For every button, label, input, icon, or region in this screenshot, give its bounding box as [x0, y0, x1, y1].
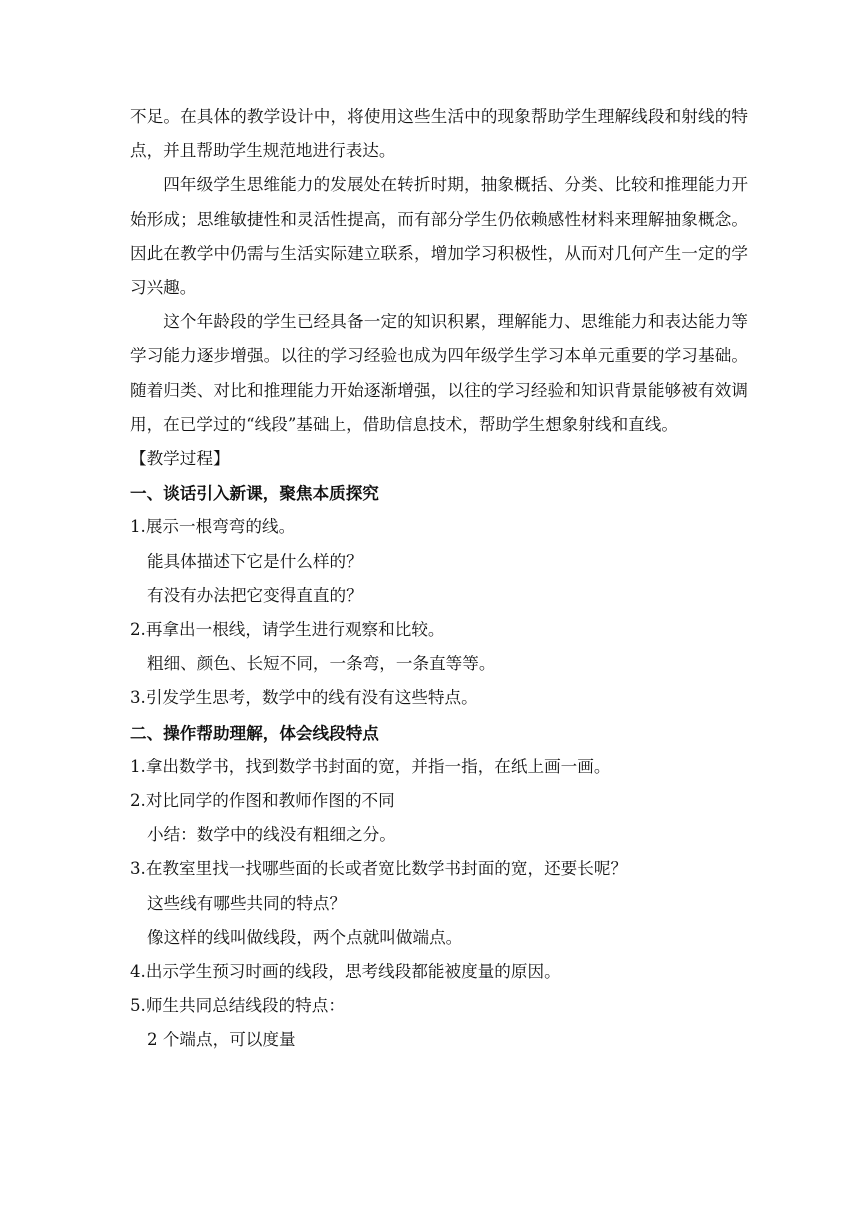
- part1-item-1-question-b: 有没有办法把它变得直直的？: [147, 585, 363, 605]
- section-title-teaching-process: 【教学过程】: [130, 449, 230, 469]
- part2-item-5: 5.师生共同总结线段的特点：: [130, 996, 345, 1016]
- part1-heading: 一、谈话引入新课，聚焦本质探究: [130, 483, 379, 504]
- part1-item-1: 1.展示一根弯弯的线。: [130, 517, 296, 537]
- part2-item-4: 4.出示学生预习时画的线段，思考线段都能被度量的原因。: [130, 962, 561, 982]
- part2-item-1: 1.拿出数学书，找到数学书封面的宽，并指一指，在纸上画一画。: [130, 756, 611, 776]
- part2-item-5-detail: 2 个端点，可以度量: [147, 1030, 296, 1050]
- paragraph-cognitive-development: 四年级学生思维能力的发展处在转折时期，抽象概括、分类、比较和推理能力开始形成；思维敏捷性和灵活性提高，而有部分学生仍依赖感性材料来理解抽象概念。因此在教学中仍需与生活实际建立联系，增加学习积极性，从而对几何产生一定的学习兴趣。: [130, 175, 748, 298]
- part2-item-3-question: 这些线有哪些共同的特点？: [147, 893, 347, 913]
- paragraph-intro-continuation: 不足。在具体的教学设计中，将使用这些生活中的现象帮助学生理解线段和射线的特点，并且帮助学生规范地进行表达。: [130, 107, 748, 161]
- part1-item-2: 2.再拿出一根线，请学生进行观察和比较。: [130, 620, 445, 640]
- part1-item-3: 3.引发学生思考，数学中的线有没有这些特点。: [130, 688, 478, 708]
- part2-item-2-summary: 小结：数学中的线没有粗细之分。: [147, 825, 396, 845]
- part2-item-3-definition: 像这样的线叫做线段，两个点就叫做端点。: [147, 927, 463, 947]
- part2-item-2: 2.对比同学的作图和教师作图的不同: [130, 791, 395, 811]
- part2-heading: 二、操作帮助理解，体会线段特点: [130, 722, 379, 743]
- part1-item-1-question-a: 能具体描述下它是什么样的？: [147, 551, 363, 571]
- part2-item-3: 3.在教室里找一找哪些面的长或者宽比数学书封面的宽，还要长呢？: [130, 859, 628, 879]
- part1-item-2-detail: 粗细、颜色、长短不同，一条弯，一条直等等。: [147, 654, 496, 674]
- paragraph-learning-ability: 这个年龄段的学生已经具备一定的知识积累，理解能力、思维能力和表达能力等学习能力逐步增强。以往的学习经验也成为四年级学生学习本单元重要的学习基础。随着归类、对比和推理能力开始逐渐增强，以往的学习经验和知识背景能够被有效调用，在已学过的“线段”基础上，借助信息技术，帮助学生想象射线和直线。: [130, 312, 748, 434]
- document-page: [130, 100, 748, 1058]
